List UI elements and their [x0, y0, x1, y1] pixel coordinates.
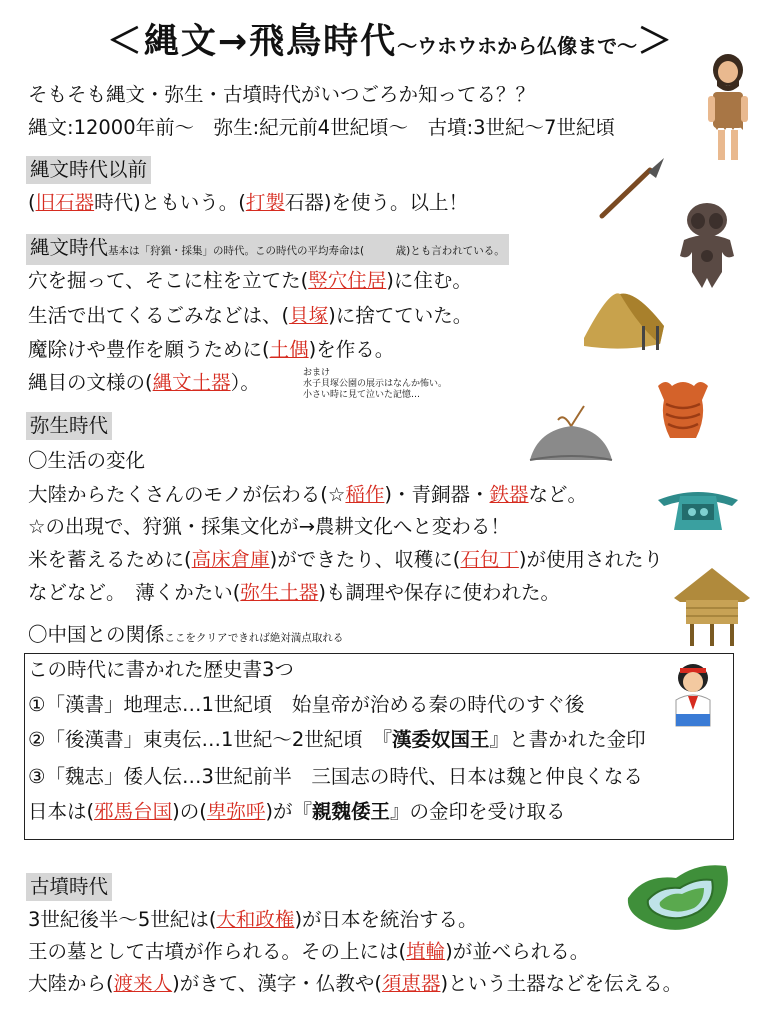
- yayoi-china-heading: [28, 620, 343, 653]
- jomon-line-1: [28, 266, 472, 296]
- answer-term: 稲作: [345, 483, 385, 506]
- answer-term: 渡来人: [113, 972, 173, 995]
- text: 王の墓として古墳が作られる。その上には(: [28, 940, 407, 963]
- heading-text: 縄文時代: [30, 236, 109, 259]
- text: 石器)を使う。以上！: [284, 191, 468, 214]
- history-book-3: ③「魏志」倭人伝…3世紀前半 三国志の時代、日本は魏と仲良くなる: [28, 765, 643, 788]
- history-box-title: この時代に書かれた歴史書3つ: [28, 658, 294, 681]
- text: )に住む。: [386, 269, 472, 292]
- title-main: 縄文→飛鳥時代: [143, 22, 398, 62]
- answer-term: 邪馬台国: [94, 800, 173, 823]
- text: 穴を掘って、そこに柱を立てた(: [28, 269, 309, 292]
- text: 生活で出てくるごみなどは、(: [28, 304, 290, 327]
- text: )がきて、漢字・仏教や(: [172, 972, 382, 995]
- text: )が使用されたり: [518, 548, 663, 571]
- text: )が『: [265, 800, 312, 823]
- spear-icon: [598, 156, 668, 220]
- text: 時代)ともいう。(: [94, 191, 246, 214]
- text: ）。: [230, 371, 260, 394]
- aside-line: おまけ: [303, 368, 331, 378]
- text: 3世紀後半～5世紀は(: [28, 908, 217, 931]
- answer-term: 高床倉庫: [191, 548, 270, 571]
- kofun-line-3: [28, 969, 682, 999]
- yayoi-line-1: [28, 480, 587, 510]
- jomon-aside: [303, 368, 447, 401]
- text: 縄目の文様の(: [28, 371, 153, 394]
- kofun-line-2: [28, 937, 589, 967]
- raised-storehouse-icon: [672, 566, 752, 648]
- section-heading-kofun: 古墳時代: [26, 873, 112, 901]
- answer-term: 打製: [245, 191, 285, 214]
- text: 〇中国との関係: [28, 623, 165, 646]
- pit-dwelling-icon: [580, 288, 668, 354]
- title-close-bracket: ＞: [637, 22, 675, 62]
- text: 大陸から(: [28, 972, 114, 995]
- text: )を作る。: [308, 338, 395, 361]
- pre-jomon-line-1: [28, 188, 468, 218]
- answer-term: 石包丁: [460, 548, 519, 571]
- stone-knife-icon: [528, 402, 614, 464]
- title-subtitle: ～ウホウホから仏像まで～: [397, 34, 638, 58]
- caveman-icon: [705, 52, 751, 164]
- history-book-2: [28, 725, 646, 755]
- text: )ができたり、収穫に(: [269, 548, 461, 571]
- text: (: [28, 191, 36, 214]
- intro-line-2: 縄文:12000年前～ 弥生:紀元前4世紀頃～ 古墳:3世紀～7世紀頃: [28, 116, 615, 139]
- answer-term: 旧石器: [35, 191, 95, 214]
- text: )・青銅器・: [384, 483, 490, 506]
- aside-line: 小さい時に見て泣いた記憶…: [303, 390, 421, 400]
- text: などなど。 薄くかたい(: [28, 581, 241, 604]
- aside-line: 水子貝塚公園の展示はなんか怖い。: [303, 379, 448, 389]
- himiko-icon: [672, 660, 714, 726]
- section-heading-yayoi: 弥生時代: [26, 412, 112, 440]
- section-heading-jomon: [26, 234, 509, 265]
- dogu-icon: [676, 200, 738, 292]
- text: など。: [528, 483, 588, 506]
- bronze-bell-icon: [656, 476, 740, 536]
- jomon-line-2: [28, 301, 472, 331]
- yayoi-line-2: ☆の出現で、狩猟・採集文化が→農耕文化へと変わる！: [28, 515, 510, 538]
- text: 大陸からたくさんのモノが伝わる(☆: [28, 483, 346, 506]
- text: 米を蓄えるために(: [28, 548, 192, 571]
- page-title: [0, 14, 781, 64]
- text: )の(: [172, 800, 207, 823]
- answer-term: 卑弥呼: [206, 800, 266, 823]
- answer-term: 土偶: [269, 338, 309, 361]
- text: )に捨てていた。: [328, 304, 473, 327]
- text: )も調理や保存に使われた。: [318, 581, 560, 604]
- jomon-line-4: [28, 368, 260, 398]
- answer-term: 鉄器: [489, 483, 529, 506]
- answer-term: 弥生土器: [240, 581, 319, 604]
- history-book-1: ①「漢書」地理志…1世紀頃 始皇帝が治める秦の時代のすぐ後: [28, 693, 585, 716]
- china-note: ここをクリアできれば絶対満点取れる: [164, 632, 344, 644]
- text: )が並べられる。: [445, 940, 590, 963]
- text: 魔除けや豊作を願うために(: [28, 338, 270, 361]
- text: )という土器などを伝える。: [440, 972, 683, 995]
- text: 』の金印を受け取る: [389, 800, 566, 823]
- kofun-icon: [624, 856, 732, 936]
- text: )が日本を統治する。: [294, 908, 478, 931]
- seal-inscription: 親魏倭王: [311, 800, 390, 823]
- section-heading-pre-jomon: 縄文時代以前: [26, 156, 151, 184]
- yayoi-line-4: [28, 578, 560, 608]
- answer-term: 縄文土器: [152, 371, 231, 394]
- yayoi-line-3: [28, 545, 663, 575]
- text: ②「後漢書」東夷伝…1世紀～2世紀頃 『: [28, 728, 393, 751]
- answer-term: 須恵器: [381, 972, 441, 995]
- text: 日本は(: [28, 800, 95, 823]
- yayoi-life-heading: 〇生活の変化: [28, 449, 146, 472]
- kofun-line-1: [28, 905, 478, 935]
- intro-line-1: そもそも縄文・弥生・古墳時代がいつごろか知ってる？？: [28, 83, 536, 106]
- history-box-line-4: [28, 797, 566, 827]
- answer-term: 貝塚: [289, 304, 329, 327]
- title-open-bracket: ＜: [106, 22, 144, 62]
- seal-inscription: 漢委奴国王: [392, 728, 490, 751]
- answer-term: 埴輪: [406, 940, 446, 963]
- answer-term: 大和政権: [216, 908, 295, 931]
- text: 』と書かれた金印: [489, 728, 646, 751]
- jomon-note: 基本は「狩猟・採集」の時代。この時代の平均寿命は( 歳)とも言われている。: [108, 245, 505, 257]
- jomon-line-3: [28, 335, 394, 365]
- answer-term: 竪穴住居: [308, 269, 387, 292]
- jomon-pottery-icon: [654, 378, 712, 444]
